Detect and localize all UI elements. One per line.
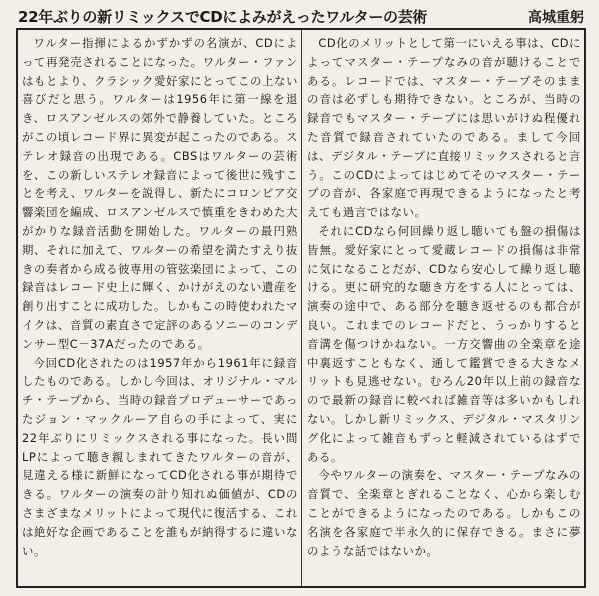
paragraph: ワルター指揮によるかずかずの名演が、CDによって再発売されることになった。ワルター・ファンはもとより、クラシック愛好家にとってこの上ない喜びだと思う。ワルターは1956年に第一線を退き、ロスアンゼルスの郊外で静養していた。ところがこの頃レコード界に異変が起こったのである。ステレオ録音の出現である。CBSはワルターの芸術を、この新しいステレオ録音によって後世に残すことを考え、ワルターを説得し、新たにコロンビア交響楽団を編成、ロスアンゼルスで慎重をきわめた大がかりな録音活動を開始した。ワルターの最円熟期、それに加えて、ワルターの希望を満たすえり抜きの奏者から成る彼専用の管弦楽団によって、この録音はレコード史上に輝く、かけがえのない遺産を創り出すことに成功した。しかもこの時使われたマイクは、音質の素直さで定評のあるソニーのコンデンサー型C－37Aだったのである。 [22, 36, 298, 351]
paragraph: それにCDなら何回繰り返し聴いても盤の損傷は皆無。愛好家にとって愛蔵レコードの損傷は非常に気になることだが、CDなら安心して繰り返し聴ける。更に研究的な聴き方をする人にとっては、演奏の途中で、ある部分を聴き返せるのも都合が良い。これまでのレコードだと、うっかりすると音溝を傷つけかねない。一方交響曲の全楽章を途中裏返すこともなく、通して鑑賞できる大きなメリットも見逃せない。むろん20年以上前の録音なので最新の録音に較べれば雑音等は多いかもしれない。しかし新リミックス、デジタル・マスタリング化によって雑音もずっと軽減されているはずである。 [307, 223, 581, 464]
article-title: 22年ぶりの新リミックスでCDによみがえったワルターの芸術 [18, 8, 428, 26]
left-column [22, 34, 298, 584]
paragraph: 今回CD化されたのは1957年から1961年に録音したものである。しかし今回は、オリジナル・マルチ・テープから、当時の録音プロデューサーであったジョン・マックルーア自らの手によって、実に22年ぶりにリミックスされる事になった。長い間LPによって聴き親しまれてきたワルターの音が、見違える様に新鮮になってCD化される事が期待できる。ワルターの演奏の計り知れぬ価値が、CDのさまざまなメリットによって現代に復活する、これは絶好な企画であることを誰もが納得するに違いない。 [22, 355, 298, 558]
column-divider [301, 30, 302, 586]
author-name: 高城重躬 [528, 10, 584, 26]
paragraph: 今やワルターの演奏を、マスター・テープなみの音質で、全楽章とぎれることなく、心から楽しむことができるようになったのである。しかもこの名演を各家庭で半永久的に保存できる。まさに夢のような話ではないか。 [307, 468, 581, 558]
article-header [18, 4, 584, 26]
right-column [307, 34, 581, 584]
paragraph: CD化のメリットとして第一にいえる事は、CDによってマスター・テープなみの音が聴けることである。レコードでは、マスター・テープそのままの音は必ずしも期待できない。ところが、当時の録音でもマスター・テープには思いがけぬ程優れた音質で録音されていたのである。まして今回は、デジタル・テープに直接リミックスされると言う。このCDによってはじめてそのマスター・テープの音が、各家庭で再現できるようになったと考えても過言ではない。 [307, 36, 581, 220]
